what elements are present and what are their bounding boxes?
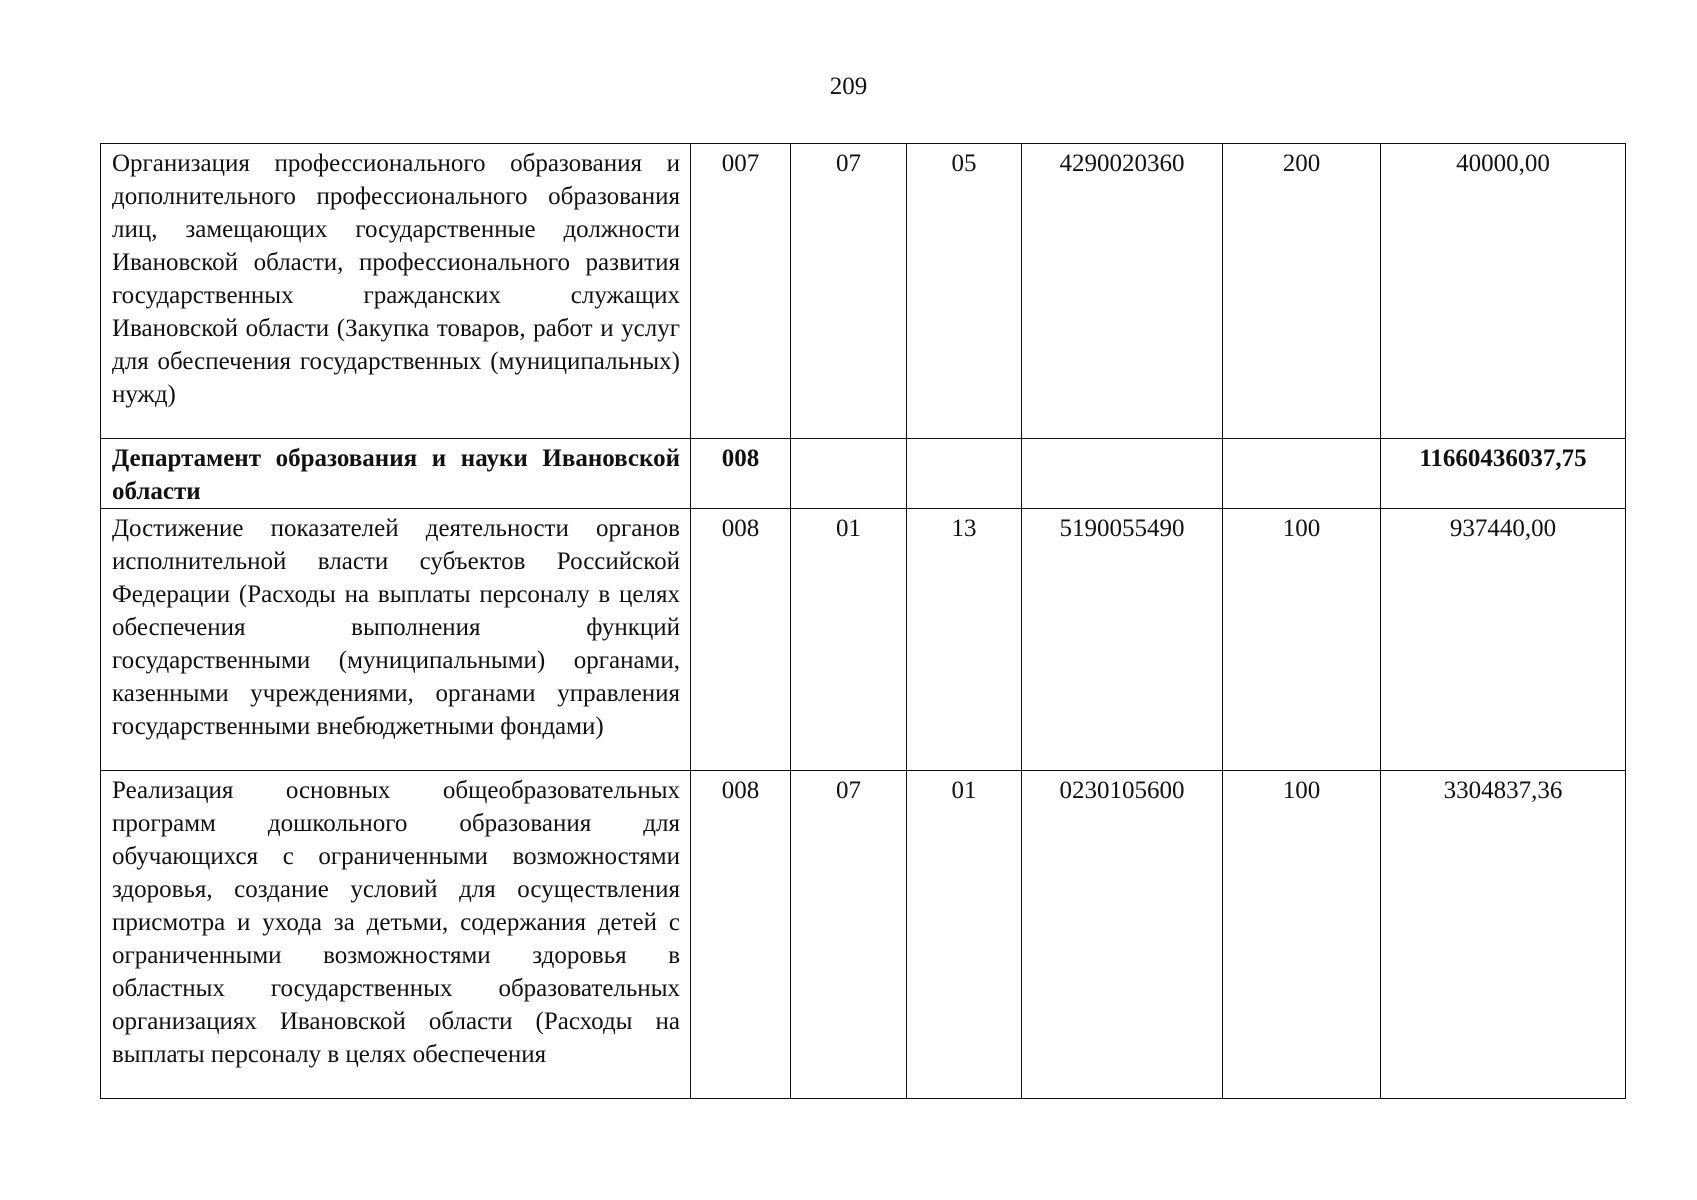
subsection-code: 05 [907, 144, 1022, 439]
amount: 937440,00 [1381, 509, 1626, 771]
row-description: Департамент образования и науки Ивановской области [101, 439, 691, 509]
target-item-code: 0230105600 [1022, 771, 1223, 1099]
table-row [101, 144, 1626, 439]
expense-type-code: 100 [1223, 509, 1381, 771]
subsection-code: 01 [907, 771, 1022, 1099]
amount: 3304837,36 [1381, 771, 1626, 1099]
section-code [791, 439, 907, 509]
row-description: Реализация основных общеобразовательных программ дошкольного образования для обучающихся с ограниченными возможностями здоровья, создание условий для осуществления присмотра и ухода за детьми, содержания детей с ограниченными возможностями здоровья в областных государственных образовательных организациях Ивановской области (Расходы на выплаты персоналу в целях обеспечения [101, 771, 691, 1099]
amount: 40000,00 [1381, 144, 1626, 439]
target-item-code: 4290020360 [1022, 144, 1223, 439]
section-code: 01 [791, 509, 907, 771]
amount: 11660436037,75 [1381, 439, 1626, 509]
ministry-code: 008 [691, 771, 791, 1099]
budget-table [100, 143, 1626, 1099]
ministry-code: 007 [691, 144, 791, 439]
ministry-code: 008 [691, 439, 791, 509]
ministry-code: 008 [691, 509, 791, 771]
subsection-code: 13 [907, 509, 1022, 771]
expense-type-code [1223, 439, 1381, 509]
row-description: Достижение показателей деятельности органов исполнительной власти субъектов Российской Федерации (Расходы на выплаты персоналу в целях обеспечения выполнения функций государственными (муниципальными) органами, казенными учреждениями, органами управления государственными внебюджетными фондами) [101, 509, 691, 771]
expense-type-code: 100 [1223, 771, 1381, 1099]
page-number: 209 [829, 73, 868, 100]
row-description: Организация профессионального образования и дополнительного профессионального образования лиц, замещающих государственные должности Ивановской области, профессионального развития государственных гражданских служащих Ивановской области (Закупка товаров, работ и услуг для обеспечения государственных (муниципальных) нужд) [101, 144, 691, 439]
section-code: 07 [791, 771, 907, 1099]
table-row [101, 509, 1626, 771]
table-row [101, 439, 1626, 509]
expense-type-code: 200 [1223, 144, 1381, 439]
section-code: 07 [791, 144, 907, 439]
subsection-code [907, 439, 1022, 509]
table-row [101, 771, 1626, 1099]
target-item-code: 5190055490 [1022, 509, 1223, 771]
target-item-code [1022, 439, 1223, 509]
